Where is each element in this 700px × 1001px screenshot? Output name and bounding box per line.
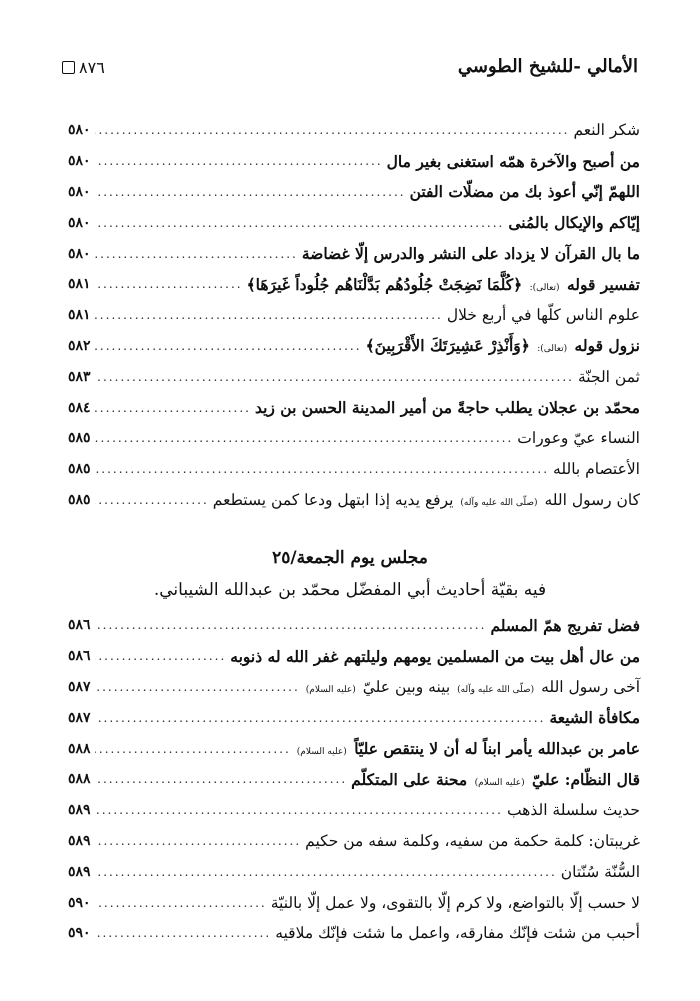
entry-title — [351, 770, 640, 789]
entry-page-number: ٥٨٥ — [68, 491, 91, 508]
entry-text: ﴿وَأَنْذِرْ عَشِيرَتَكَ الأَقْرَبِينَ﴾ — [365, 336, 530, 356]
dot-leader — [95, 926, 272, 940]
page-number: ٨٧٦ — [79, 58, 105, 77]
entry-text: من عال أهل بيت من المسلمين يومهم وليلتهم غفر الله له ذنوبه — [230, 646, 640, 666]
entry-text: ثمن الجنّة — [577, 367, 640, 386]
entry-title — [213, 491, 640, 509]
entry-text: النساء عيّ وعورات — [517, 429, 640, 448]
toc-entry[interactable] — [68, 115, 640, 146]
dot-leader — [95, 216, 505, 230]
entry-text: علوم الناس كلّها في أربع خلال — [446, 306, 640, 325]
toc-entry[interactable] — [68, 361, 640, 392]
toc-entry[interactable] — [68, 826, 640, 857]
dot-leader — [95, 185, 406, 199]
entry-text: محنة على المتكلّم — [351, 769, 468, 789]
dot-leader — [95, 680, 300, 694]
dot-leader — [95, 370, 574, 384]
toc-entry[interactable] — [68, 269, 640, 300]
entry-text: آخى رسول الله — [541, 677, 640, 696]
dot-leader — [95, 772, 348, 786]
entry-text: اللهمّ إنّي أعوذ بك من مضلّات الفتن — [409, 182, 640, 202]
honorific-text: (صلّى الله عليه وآله) — [457, 684, 535, 695]
entry-page-number: ٥٨٠ — [68, 214, 91, 231]
entry-text: السُّنّة سُنّتان — [560, 862, 640, 881]
entry-text: حديث سلسلة الذهب — [506, 801, 640, 820]
entry-text: يرفع يديه إذا ابتهل ودعا كمن يستطعم — [212, 490, 454, 509]
toc-entry[interactable] — [68, 918, 640, 949]
toc-entry[interactable] — [68, 856, 640, 887]
toc-entry[interactable] — [68, 641, 640, 672]
entry-page-number: ٥٨٠ — [68, 153, 91, 170]
entry-text: قال النظّام: عليّ — [532, 769, 640, 789]
dot-leader — [95, 123, 570, 137]
toc-entry[interactable] — [68, 887, 640, 918]
entry-text: تفسير قوله — [566, 274, 640, 294]
entry-text: ما بال القرآن لا يزداد على النشر والدرس إلّا غضاضة — [301, 244, 640, 264]
honorific-text: (تعالى): — [537, 344, 568, 355]
entry-page-number: ٥٨٨ — [68, 771, 91, 788]
dot-leader — [95, 896, 267, 910]
entry-title — [517, 429, 640, 447]
entry-page-number: ٥٨٦ — [68, 617, 91, 634]
honorific-text: (عليه السلام) — [474, 777, 525, 788]
page-number-block — [62, 58, 105, 77]
entry-page-number: ٥٨٩ — [68, 802, 91, 819]
dot-leader — [95, 649, 227, 663]
entry-text: لا حسب إلّا بالتواضع، ولا كرم إلّا بالتقوى، ولا عمل إلّا بالنيّة — [270, 893, 640, 912]
entry-title — [490, 616, 640, 635]
dot-leader — [95, 462, 549, 476]
dot-leader — [95, 277, 243, 291]
toc-entry[interactable] — [68, 764, 640, 795]
entry-text: ﴿كُلَّمَا نَضِجَتْ جُلُودُهُم بَدَّلْنَاهُم جُلُوداً غَيرَهَا﴾ — [246, 274, 523, 294]
entry-page-number: ٥٨٤ — [68, 399, 91, 416]
honorific-text: (صلّى الله عليه وآله) — [460, 497, 538, 508]
honorific-text: (عليه السلام) — [305, 684, 356, 695]
entry-title — [561, 863, 640, 881]
entry-title — [295, 739, 640, 758]
entry-text: محمّد بن عجلان يطلب حاجةً من أمير المدينة الحسن بن زيد — [254, 398, 640, 418]
entry-title — [507, 801, 640, 819]
entry-title — [549, 708, 640, 727]
entry-text: مكافأة الشيعة — [549, 708, 640, 728]
dot-leader — [95, 154, 383, 168]
entry-page-number: ٥٨١ — [68, 276, 91, 293]
entry-page-number: ٥٨٦ — [68, 648, 91, 665]
dot-leader — [95, 493, 209, 507]
dot-leader — [95, 834, 302, 848]
dot-leader — [95, 711, 546, 725]
entry-title — [255, 398, 640, 417]
toc-entry[interactable] — [68, 423, 640, 454]
entry-text: الأعتصام بالله — [553, 460, 640, 479]
entry-text: غريبتان: كلمة حكمة من سفيه، وكلمة سفه من حكيم — [305, 831, 640, 850]
entry-page-number: ٥٨٥ — [68, 430, 91, 447]
dot-leader — [95, 742, 291, 756]
entry-text: كان رسول الله — [544, 490, 640, 509]
entry-text: عامر بن عبدالله يأمر ابناً له أن لا ينتقص عليّاً — [354, 739, 640, 759]
entry-title — [508, 213, 640, 232]
toc-entry[interactable] — [68, 454, 640, 485]
section-heading: مجلس يوم الجمعة/٢٥ — [272, 548, 428, 568]
toc-entry[interactable] — [68, 146, 640, 177]
toc-entry[interactable] — [68, 795, 640, 826]
entry-text: فضل تفريج همّ المسلم — [490, 615, 640, 635]
entry-page-number: ٥٨٥ — [68, 461, 91, 478]
toc-entry[interactable] — [68, 672, 640, 703]
entry-title — [553, 460, 640, 478]
entry-page-number: ٥٨٢ — [68, 337, 91, 354]
dot-leader — [95, 431, 514, 445]
honorific-text: (عليه السلام) — [296, 747, 347, 758]
honorific-text: (تعالى): — [529, 282, 560, 293]
entry-title — [247, 275, 640, 294]
entry-page-number: ٥٨٠ — [68, 183, 91, 200]
entry-title — [304, 678, 640, 696]
toc-entry[interactable] — [68, 702, 640, 733]
entry-title — [366, 336, 640, 355]
entry-title — [305, 832, 640, 850]
toc-entry[interactable] — [68, 300, 640, 331]
toc-list-section-1 — [68, 115, 640, 515]
entry-page-number: ٥٨٠ — [68, 122, 91, 139]
entry-text: إيّاكم والإيكال بالمُنى — [508, 213, 640, 233]
dot-leader — [95, 618, 487, 632]
entry-text: أحبب من شئت فإنّك مفارقه، واعمل ما شئت فإنّك ملاقيه — [275, 924, 640, 943]
entry-text: من أصبح والآخرة همّه استغنى بغير مال — [386, 151, 640, 171]
entry-title — [447, 306, 640, 324]
toc-entry[interactable] — [68, 610, 640, 641]
entry-page-number: ٥٨٣ — [68, 368, 91, 385]
entry-page-number: ٥٩٠ — [68, 894, 91, 911]
entry-page-number: ٥٨١ — [68, 307, 91, 324]
toc-entry[interactable] — [68, 238, 640, 269]
dot-leader — [95, 339, 362, 353]
running-title: الأمالي -للشيخ الطوسي — [457, 56, 638, 77]
entry-page-number: ٥٨٧ — [68, 709, 91, 726]
entry-page-number: ٥٨٩ — [68, 863, 91, 880]
toc-entry[interactable] — [68, 733, 640, 764]
entry-text: شكر النعم — [573, 121, 640, 140]
toc-entry[interactable] — [68, 207, 640, 238]
entry-title — [578, 368, 640, 386]
dot-leader — [95, 308, 443, 322]
toc-entry[interactable] — [68, 392, 640, 423]
entry-title — [573, 121, 640, 139]
dot-leader — [95, 401, 251, 415]
entry-page-number: ٥٨٠ — [68, 245, 91, 262]
toc-entry[interactable] — [68, 177, 640, 208]
page-header — [62, 56, 638, 82]
dot-leader — [95, 865, 557, 879]
entry-text: نزول قوله — [574, 336, 640, 356]
entry-title — [275, 924, 640, 942]
toc-entry[interactable] — [68, 331, 640, 362]
entry-page-number: ٥٨٩ — [68, 832, 91, 849]
entry-text: بينه وبين عليّ — [362, 677, 451, 696]
entry-title — [302, 244, 640, 263]
entry-title — [410, 182, 640, 201]
dot-leader — [95, 803, 503, 817]
entry-page-number: ٥٨٧ — [68, 678, 91, 695]
entry-title — [271, 894, 640, 912]
toc-list-section-2 — [68, 610, 640, 949]
entry-title — [387, 152, 640, 171]
entry-page-number: ٥٨٨ — [68, 740, 91, 757]
entry-title — [230, 647, 640, 666]
entry-page-number: ٥٩٠ — [68, 925, 91, 942]
dot-leader — [95, 247, 298, 261]
section-subtitle: فيه بقيّة أحاديث أبي المفضّل محمّد بن عبدالله الشيباني. — [153, 580, 547, 600]
square-ornament-icon — [62, 61, 75, 74]
toc-entry[interactable] — [68, 485, 640, 516]
